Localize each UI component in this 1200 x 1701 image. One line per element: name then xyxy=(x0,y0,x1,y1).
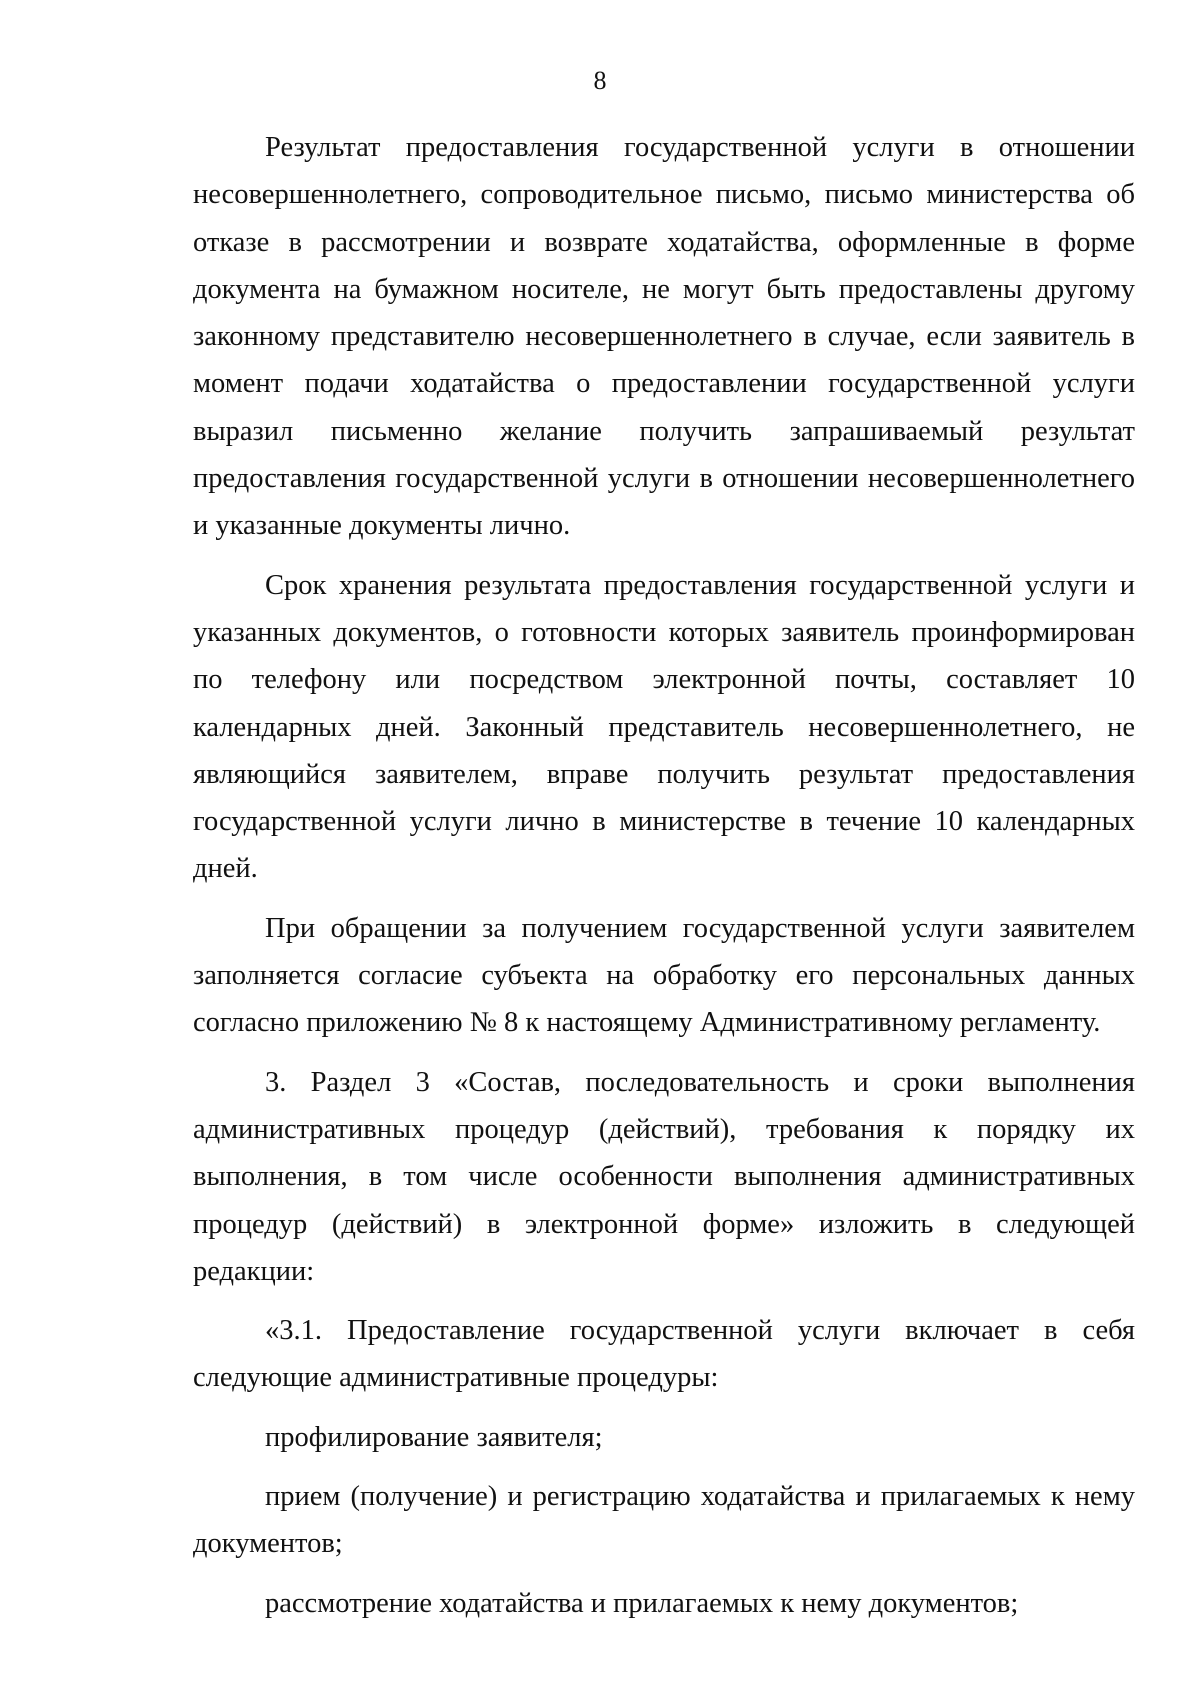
paragraph-storage-term: Срок хранения результата предоставления государственной услуги и указанных документов, о готовности которых заявитель проинформирован по телефону или посредством электронной почты, составляет 10 календарных дней. Законный представитель несовершеннолетнего, не являющийся заявителем, вправе получить результат предоставления государственной услуги лично в министерстве в течение 10 календарных дней. xyxy=(193,569,1135,885)
paragraph-3-1-procedures: «3.1. Предоставление государственной услуги включает в себя следующие административные процедуры: xyxy=(193,1315,1135,1394)
paragraph-result-delivery: Результат предоставления государственной услуги в отношении несовершеннолетнего, сопроводительное письмо, письмо министерства об отказе в рассмотрении и возврате ходатайства, оформленные в форме документа на бумажном носителе, не могут быть предоставлены другому законному представителю несовершеннолетнего в случае, если заявитель в момент подачи ходатайства о предоставлении государственной услуги выразил письменно желание получить запрашиваемый результат предоставления государственной услуги в отношении несовершеннолетнего и указанные документы лично. xyxy=(193,132,1135,542)
page-number: 8 xyxy=(593,66,607,95)
document-body xyxy=(193,124,1135,1627)
list-item-profiling: профилирование заявителя; xyxy=(265,1421,603,1453)
paragraph-section-3-amendment: 3. Раздел 3 «Состав, последовательность и сроки выполнения административных процедур (действий), требования к порядку их выполнения, в том числе особенности выполнения административных процедур (действий) в электронной форме» изложить в следующей редакции: xyxy=(193,1066,1135,1287)
list-item-registration: прием (получение) и регистрацию ходатайства и прилагаемых к нему документов; xyxy=(193,1481,1135,1560)
list-item-review: рассмотрение ходатайства и прилагаемых к нему документов; xyxy=(265,1587,1019,1619)
paragraph-personal-data-consent: При обращении за получением государственной услуги заявителем заполняется согласие субъекта на обработку его персональных данных согласно приложению № 8 к настоящему Административному регламенту. xyxy=(193,912,1135,1039)
